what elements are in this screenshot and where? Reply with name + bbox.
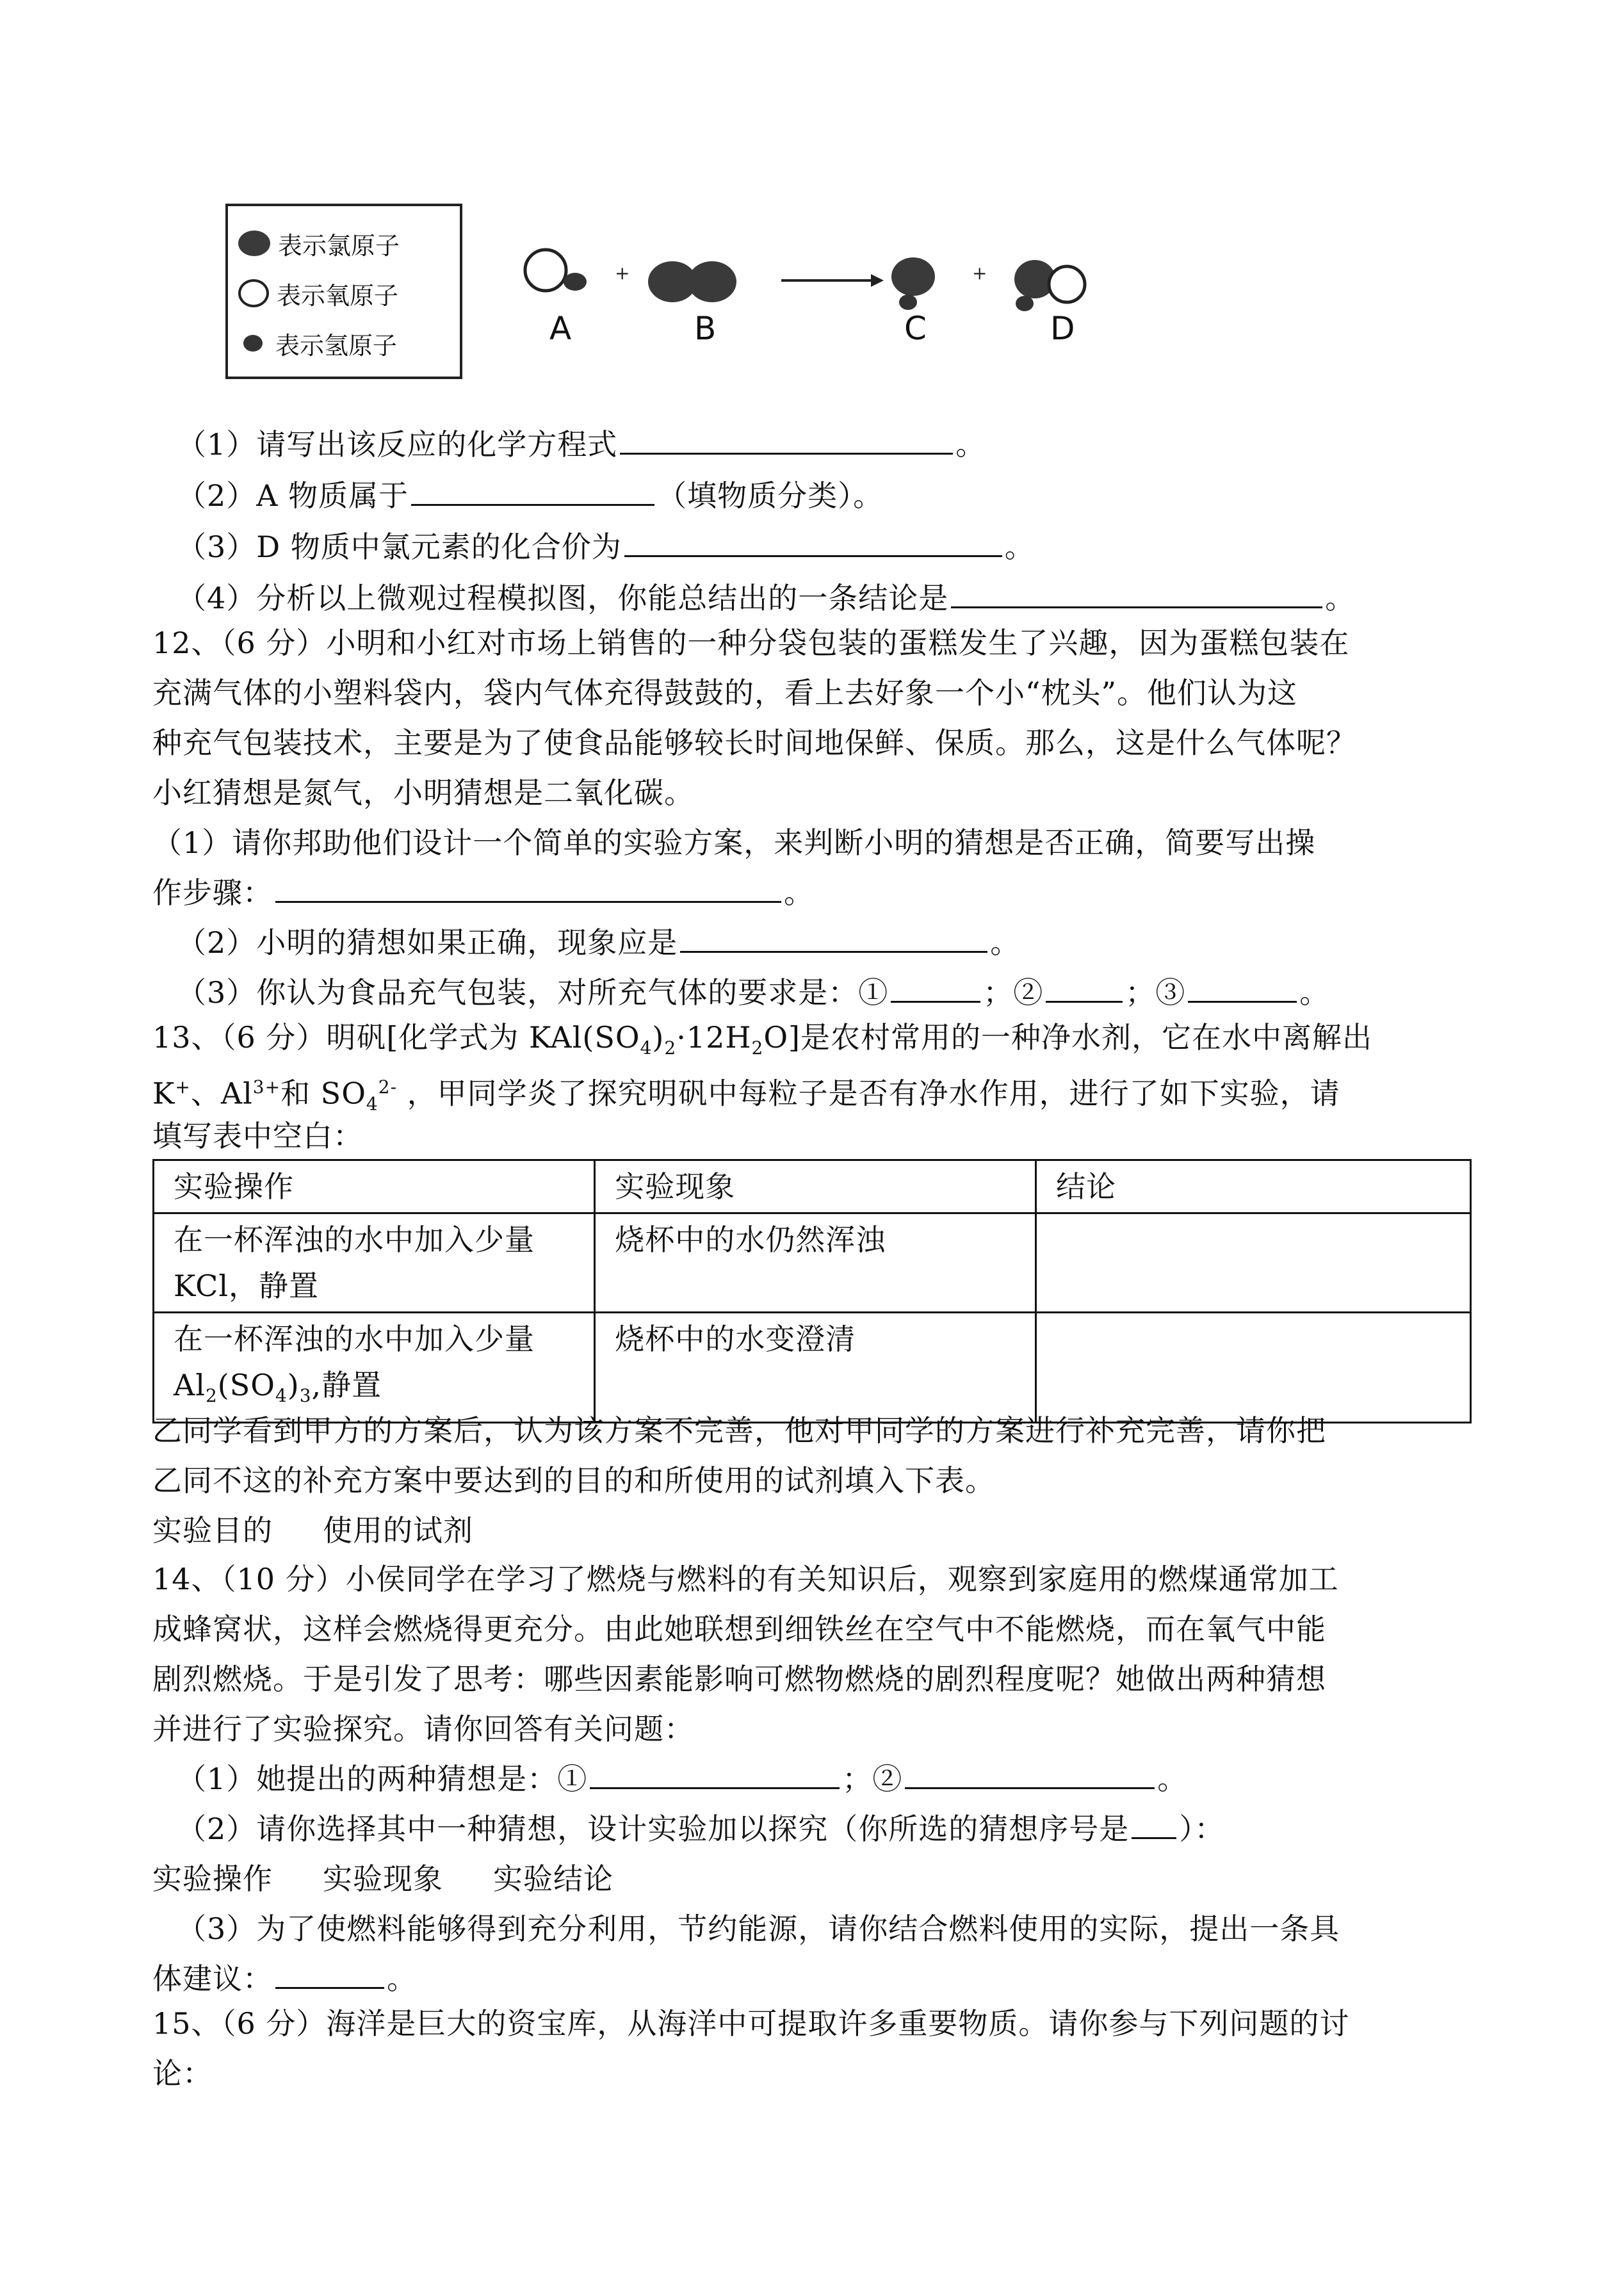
hydrogen-atom-icon <box>243 335 263 352</box>
q14-blank-2[interactable] <box>905 1759 1155 1789</box>
legend-row-h <box>238 324 397 362</box>
table-row <box>154 1313 1471 1423</box>
molecule-d-label: D <box>1050 310 1075 347</box>
q12-line6: 作步骤： 。 <box>152 870 814 916</box>
q14-line7: 实验操作 实验现象 实验结论 <box>152 1861 613 1896</box>
q13-line1: 13、（6 分）明矾[化学式为 $KAl(SO_4)_2\cdot 12H_2O$]是农村常用的一种净水剂，它在水中离解出 <box>152 1020 1372 1059</box>
q14-line1: 14、（10 分）小侯同学在学习了燃烧与燃料的有关知识后，观察到家庭用的燃煤通常加工 <box>152 1562 1339 1596</box>
q14-line9: 体建议： 。 <box>152 1956 417 2002</box>
q15-line2: 论： <box>152 2056 213 2091</box>
q14-blank-4[interactable] <box>275 1959 384 1989</box>
molecule-c-label: C <box>904 310 927 347</box>
q11-blank-2[interactable] <box>411 476 654 506</box>
table-header-phenomenon: 实验现象 <box>595 1160 1036 1213</box>
q11-part4: （4）分析以上微观过程模拟图，你能总结出的一条结论是 。 <box>177 575 1355 621</box>
molecule-d-icon <box>1014 260 1085 311</box>
table-header-conclusion: 结论 <box>1036 1160 1471 1213</box>
q15-line1: 15、（6 分）海洋是巨大的资宝库，从海洋中可提取许多重要物质。请你参与下列问题的讨 <box>152 2006 1350 2041</box>
q12-line5: （1）请你邦助他们设计一个简单的实验方案，来判断小明的猜想是否正确，简要写出操 <box>152 825 1316 860</box>
q14-blank-3[interactable] <box>1132 1809 1176 1839</box>
q14-line2: 成蜂窝状，这样会燃烧得更充分。由此她联想到细铁丝在空气中不能燃烧，而在氧气中能 <box>152 1612 1326 1646</box>
q14-blank-1[interactable] <box>590 1759 840 1789</box>
legend-row-o <box>238 274 398 312</box>
q13-line3: 填写表中空白： <box>152 1119 363 1153</box>
table-cell-phenomenon: 烧杯中的水仍然浑浊 <box>595 1213 1036 1313</box>
molecule-b-icon <box>648 261 736 302</box>
q13-line5: 乙同不这的补充方案中要达到的目的和所使用的试剂填入下表。 <box>152 1463 995 1498</box>
q14-line8: （3）为了使燃料能够得到充分利用，节约能源，请你结合燃料使用的实际，提出一条具 <box>177 1911 1340 1946</box>
table-cell-conclusion-input[interactable] <box>1036 1213 1471 1313</box>
table-cell-conclusion-input[interactable] <box>1036 1313 1471 1423</box>
atom-legend <box>225 204 462 379</box>
q11-blank-4[interactable] <box>951 578 1322 608</box>
chlorine-atom-icon <box>238 231 270 256</box>
q12-line7: （2）小明的猜想如果正确，现象应是 。 <box>177 920 1020 966</box>
q12-blank-3[interactable] <box>891 973 980 1003</box>
q12-line1: 12、（6 分）小明和小红对市场上销售的一种分袋包装的蛋糕发生了兴趣，因为蛋糕包装在 <box>152 626 1350 660</box>
table-header-row <box>154 1160 1471 1213</box>
q13-line2: K+、$Al^{3+}$和 $SO_4^{2-}$ ，甲同学炎了探究明矾中每粒子是否有净水作用，进行了如下实验，请 <box>152 1076 1340 1115</box>
q11-part1: （1）请写出该反应的化学方程式 。 <box>177 421 986 467</box>
q12-blank-1[interactable] <box>275 873 781 903</box>
legend-o-label: 表示氧原子 <box>277 281 399 310</box>
q11-blank-1[interactable] <box>620 425 953 455</box>
q13-line4: 乙同学看到甲方的方案后，认为该方案不完善，他对甲同学的方案进行补充完善，请你把 <box>152 1413 1326 1448</box>
reaction-arrow-icon <box>781 274 884 287</box>
q14-line5: （1）她提出的两种猜想是：① ；② 。 <box>177 1756 1187 1802</box>
q14-line3: 剧烈燃烧。于是引发了思考：哪些因素能影响可燃物燃烧的剧烈程度呢？她做出两种猜想 <box>152 1662 1326 1696</box>
molecule-a-icon <box>525 250 587 291</box>
q13-line6: 实验目的 使用的试剂 <box>152 1513 473 1548</box>
table-row <box>154 1213 1471 1313</box>
q11-part2: （2）A 物质属于 （填物质分类）。 <box>177 473 883 519</box>
q12-line2: 充满气体的小塑料袋内，袋内气体充得鼓鼓的，看上去好象一个小“枕头”。他们认为这 <box>152 676 1298 710</box>
legend-cl-label: 表示氯原子 <box>278 231 400 260</box>
table-cell-operation: 在一杯浑浊的水中加入少量 $Al_2(SO_4)_3$,静置 <box>154 1313 595 1423</box>
q12-blank-5[interactable] <box>1188 973 1297 1003</box>
molecule-b-label: B <box>694 310 717 347</box>
experiment-table <box>152 1159 1472 1423</box>
q11-blank-3[interactable] <box>624 527 1002 557</box>
legend-row-cl <box>238 224 400 263</box>
plus-sign-1: + <box>615 263 630 284</box>
q14-line6: （2）请你选择其中一种猜想，设计实验加以探究（你所选的猜想序号是 ）： <box>177 1806 1224 1852</box>
legend-h-label: 表示氢原子 <box>275 331 398 360</box>
plus-sign-2: + <box>972 263 987 284</box>
q12-line3: 种充气包装技术，主要是为了使食品能够较长时间地保鲜、保质。那么，这是什么气体呢？ <box>152 726 1356 760</box>
oxygen-atom-icon <box>238 279 269 307</box>
q12-blank-2[interactable] <box>680 923 987 953</box>
q12-blank-4[interactable] <box>1046 973 1123 1003</box>
q14-line4: 并进行了实验探究。请你回答有关问题： <box>152 1712 694 1746</box>
table-header-operation: 实验操作 <box>154 1160 595 1213</box>
table-cell-phenomenon: 烧杯中的水变澄清 <box>595 1313 1036 1423</box>
q12-line4: 小红猜想是氮气，小明猜想是二氧化碳。 <box>152 775 694 810</box>
molecule-c-icon <box>891 257 935 310</box>
table-cell-operation: 在一杯浑浊的水中加入少量 KCl，静置 <box>154 1213 595 1313</box>
q12-line8: （3）你认为食品充气包装，对所充气体的要求是：① ；② ；③ 。 <box>177 969 1329 1016</box>
molecule-a-label: A <box>549 310 572 347</box>
q11-part3: （3）D 物质中氯元素的化合价为 。 <box>177 524 1035 570</box>
